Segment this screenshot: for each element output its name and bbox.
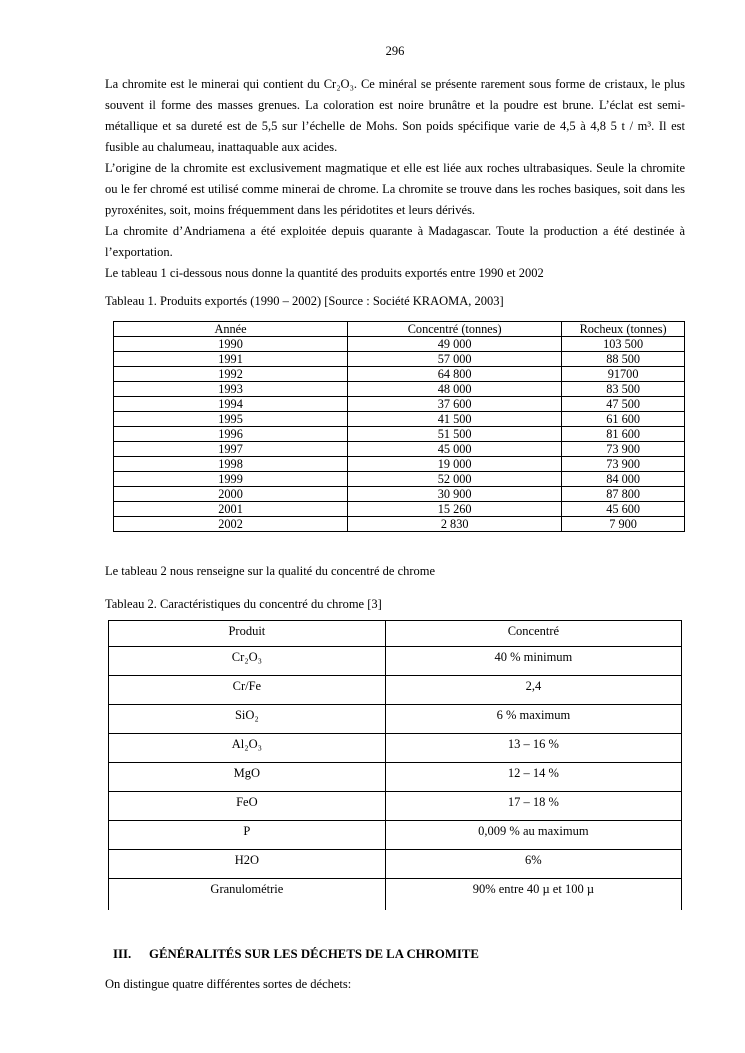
- table-cell: 48 000: [348, 382, 562, 397]
- paragraph-chromite-origin: L’origine de la chromite est exclusivement magmatique et elle est liée aux roches ultrabasiques. Seule la chromite ou le fer chromé est utilisé comme minerai de chrome. La chromite se trouve dans les roches basiques, soit dans les pyroxénites, soit, moins fréquemment dans les péridotites et leurs dérivés.: [105, 161, 685, 217]
- table-cell: 1990: [114, 337, 348, 352]
- table-row: [109, 879, 682, 911]
- table-cell: 87 800: [562, 487, 685, 502]
- table-cell: 6 % maximum: [385, 705, 681, 734]
- table-row: [109, 734, 682, 763]
- table-cell: 90% entre 40 µ et 100 µ: [385, 879, 681, 911]
- table-cell: 45 600: [562, 502, 685, 517]
- table-row: [114, 442, 685, 457]
- table-cell: FeO: [109, 792, 386, 821]
- table-cell: 91700: [562, 367, 685, 382]
- table-row: [114, 457, 685, 472]
- table-cell: 19 000: [348, 457, 562, 472]
- table-cell: 51 500: [348, 427, 562, 442]
- table-row: [109, 647, 682, 676]
- table-header-cell: Produit: [109, 621, 386, 647]
- table-cell: 1997: [114, 442, 348, 457]
- table-cell: 88 500: [562, 352, 685, 367]
- table-cell: 7 900: [562, 517, 685, 532]
- table-header-row: [109, 621, 682, 647]
- table-header-cell: Concentré: [385, 621, 681, 647]
- table-row: [114, 367, 685, 382]
- table-cell: MgO: [109, 763, 386, 792]
- table-cell: 47 500: [562, 397, 685, 412]
- table-cell: Granulométrie: [109, 879, 386, 911]
- table-row: [114, 472, 685, 487]
- table-header-cell: Année: [114, 322, 348, 337]
- table-cell: 83 500: [562, 382, 685, 397]
- table-cell: 0,009 % au maximum: [385, 821, 681, 850]
- table-cell: 52 000: [348, 472, 562, 487]
- table-cell: 12 – 14 %: [385, 763, 681, 792]
- table1-caption: Tableau 1. Produits exportés (1990 – 2002) [Source : Société KRAOMA, 2003]: [105, 294, 504, 308]
- page-number: 296: [385, 44, 405, 58]
- table-cell: SiO₂: [109, 705, 386, 734]
- table-row: [114, 427, 685, 442]
- table-cell: 61 600: [562, 412, 685, 427]
- table-row: [109, 821, 682, 850]
- table-cell: 17 – 18 %: [385, 792, 681, 821]
- table-cell: 57 000: [348, 352, 562, 367]
- table-cell: 103 500: [562, 337, 685, 352]
- table-cell: 45 000: [348, 442, 562, 457]
- table-cell: 1992: [114, 367, 348, 382]
- table-cell: 2,4: [385, 676, 681, 705]
- table-cell: 64 800: [348, 367, 562, 382]
- table-cell: 84 000: [562, 472, 685, 487]
- table-cell: 2001: [114, 502, 348, 517]
- table-row: [109, 763, 682, 792]
- section-heading: [105, 944, 685, 965]
- table-cell: 13 – 16 %: [385, 734, 681, 763]
- table1-intro: Le tableau 1 ci-dessous nous donne la quantité des produits exportés entre 1990 et 2002: [105, 266, 544, 280]
- table-row: [114, 517, 685, 532]
- table-row: [114, 352, 685, 367]
- table-concentrate-characteristics: [108, 620, 682, 910]
- table-cell: 37 600: [348, 397, 562, 412]
- table-row: [114, 397, 685, 412]
- table-cell: 1999: [114, 472, 348, 487]
- table-row: [114, 502, 685, 517]
- table-cell: 2 830: [348, 517, 562, 532]
- table-exports-1990-2002: [113, 321, 685, 532]
- table-cell: Cr/Fe: [109, 676, 386, 705]
- table-cell: 1991: [114, 352, 348, 367]
- table-row: [109, 850, 682, 879]
- table-cell: P: [109, 821, 386, 850]
- table2-caption: Tableau 2. Caractéristiques du concentré du chrome [3]: [105, 597, 382, 611]
- table-header-row: [114, 322, 685, 337]
- paragraph-chromite-description: La chromite est le minerai qui contient du Cr₂O₃. Ce minéral se présente rarement sous forme de cristaux, le plus souvent il forme des masses grenues. La coloration est noire brunâtre et la poudre est brune. L’éclat est semi-métallique et sa dureté est de 5,5 sur l’échelle de Mohs. Son poids spécifique varie de 4,5 à 4,8 5 t / m³. Il est fusible au chalumeau, inattaquable aux acides.: [105, 77, 685, 154]
- table-cell: 41 500: [348, 412, 562, 427]
- table-row: [114, 382, 685, 397]
- table-row: [114, 337, 685, 352]
- table-row: [109, 792, 682, 821]
- table-cell: 15 260: [348, 502, 562, 517]
- table-cell: 1994: [114, 397, 348, 412]
- table-cell: 30 900: [348, 487, 562, 502]
- table-cell: 1998: [114, 457, 348, 472]
- page-content: [0, 41, 745, 995]
- table-cell: 1993: [114, 382, 348, 397]
- table-cell: 6%: [385, 850, 681, 879]
- section-title: GÉNÉRALITÉS SUR LES DÉCHETS DE LA CHROMITE: [149, 947, 479, 961]
- table-cell: H2O: [109, 850, 386, 879]
- table-cell: Al₂O₃: [109, 734, 386, 763]
- table-row: [109, 705, 682, 734]
- table-cell: 40 % minimum: [385, 647, 681, 676]
- table-row: [109, 676, 682, 705]
- table-cell: 73 900: [562, 442, 685, 457]
- table-header-cell: Concentré (tonnes): [348, 322, 562, 337]
- closing-sentence: On distingue quatre différentes sortes de déchets:: [105, 977, 352, 991]
- table-cell: 2002: [114, 517, 348, 532]
- table-cell: Cr₂O₃: [109, 647, 386, 676]
- paragraph-andriamena: La chromite d’Andriamena a été exploitée depuis quarante à Madagascar. Toute la production a été destinée à l’exportation.: [105, 224, 685, 259]
- table-cell: 1995: [114, 412, 348, 427]
- table-cell: 73 900: [562, 457, 685, 472]
- table-row: [114, 412, 685, 427]
- table-header-cell: Rocheux (tonnes): [562, 322, 685, 337]
- table-cell: 49 000: [348, 337, 562, 352]
- table-cell: 1996: [114, 427, 348, 442]
- table-cell: 2000: [114, 487, 348, 502]
- table2-intro: Le tableau 2 nous renseigne sur la qualité du concentré de chrome: [105, 564, 436, 578]
- section-number: III.: [113, 947, 132, 961]
- table-cell: 81 600: [562, 427, 685, 442]
- table-row: [114, 487, 685, 502]
